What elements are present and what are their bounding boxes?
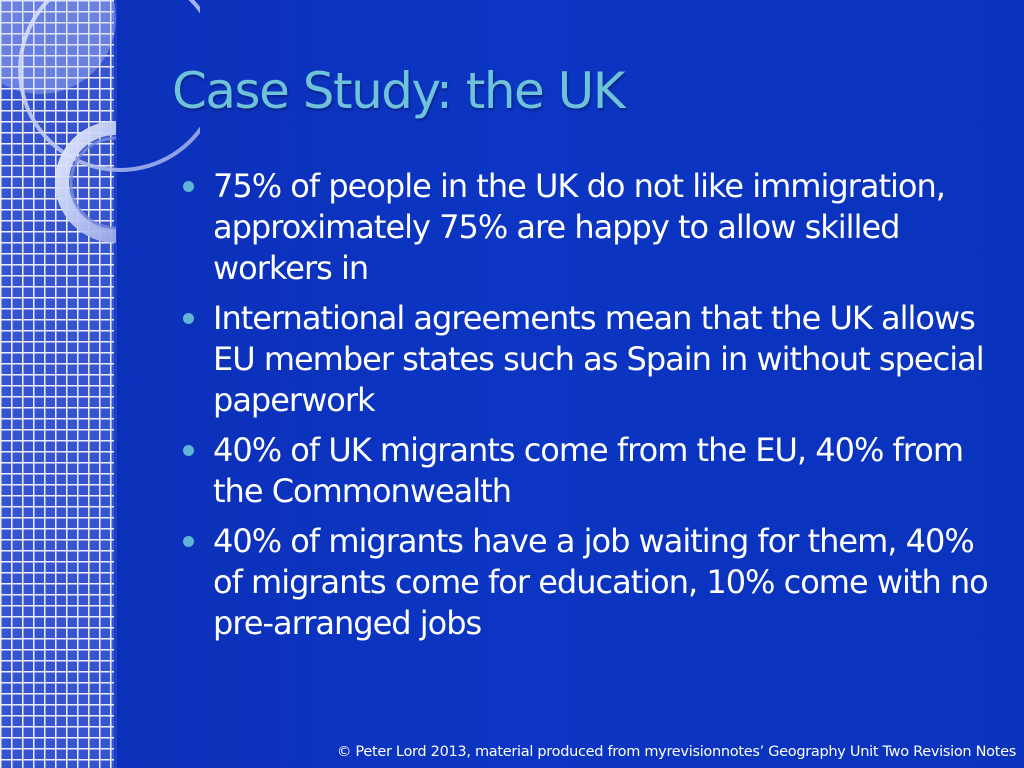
- decorative-rings-graphic: [0, 0, 200, 260]
- bullet-text: International agreements mean that the UK allows EU member states such as Spain in without special paperwork: [213, 299, 984, 419]
- bullet-text: 40% of UK migrants come from the EU, 40% from the Commonwealth: [213, 431, 963, 510]
- slide-title: Case Study: the UK: [172, 62, 625, 120]
- bullet-marker-icon: [183, 181, 194, 192]
- bullet-text: 40% of migrants have a job waiting for them, 40% of migrants come for education, 10% come with no pre-arranged jobs: [213, 522, 988, 642]
- copyright-footer: © Peter Lord 2013, material produced from myrevisionnotes’ Geography Unit Two Revision Notes: [336, 744, 1016, 760]
- bullet-marker-icon: [183, 313, 194, 324]
- bullet-marker-icon: [183, 536, 194, 547]
- bullet-item: [183, 166, 1003, 289]
- bullet-item: [183, 430, 1003, 512]
- deco-circle-top: [0, 0, 116, 94]
- bullet-item: [183, 298, 1003, 421]
- bullet-list: [183, 166, 1003, 653]
- bullet-item: [183, 521, 1003, 644]
- bullet-text: 75% of people in the UK do not like immigration, approximately 75% are happy to allow skilled workers in: [213, 167, 945, 287]
- bullet-marker-icon: [183, 445, 194, 456]
